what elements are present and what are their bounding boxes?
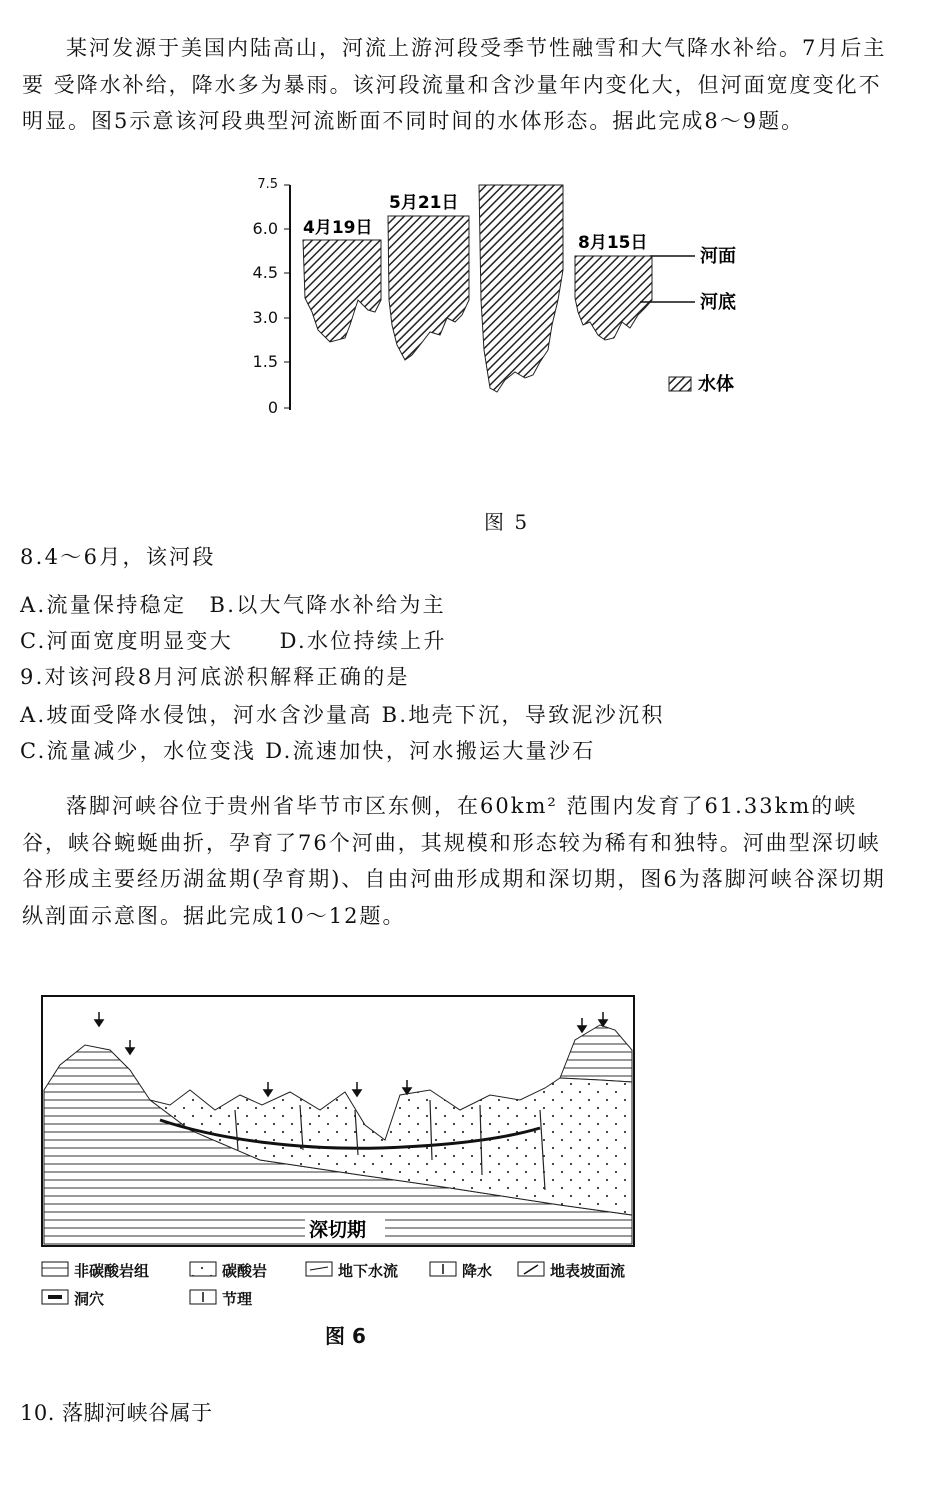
legend-groundwater: 地下水流 (338, 1262, 399, 1280)
legend-water-label: 水体 (698, 374, 734, 395)
water-body-aug15 (575, 256, 652, 340)
question-9-stem: 9.对该河段8月河底淤积解释正确的是 (20, 665, 410, 689)
question-8-stem: 8.4～6月，该河段 (20, 545, 216, 569)
y-tick: 3.0 (252, 308, 278, 327)
date-label-may21: 5月21日 (389, 193, 459, 213)
label-river-surface: 河面 (700, 246, 736, 267)
legend-precipitation: 降水 (462, 1262, 493, 1280)
question-9-options-ab: A.坡面受降水侵蚀，河水含沙量高 B.地壳下沉，导致泥沙沉积 (20, 703, 665, 727)
label-river-bed: 河底 (700, 292, 736, 313)
water-body-apr19 (303, 240, 381, 342)
question-10-stem: 10. 落脚河峡谷属于 (20, 1401, 213, 1425)
figure-6-canyon-profile (0, 990, 950, 1320)
figure-6-caption: 图 6 (325, 1324, 366, 1348)
y-tick: 1.5 (252, 352, 278, 371)
stage-label: 深切期 (309, 1219, 367, 1241)
passage-1: 某河发源于美国内陆高山，河流上游河段受季节性融雪和大气降水补给。7月后主要 受降水补给，降水多为暴雨。该河段流量和含沙量年内变化大，但河面宽度变化不明显。图5示意该河段典型河流断面不同时间的水体形态。据此完成8～9题。 (22, 36, 887, 133)
legend-non-carbonate: 非碳酸岩组 (74, 1262, 150, 1280)
legend-joint: 节理 (222, 1290, 253, 1308)
legend-cave: 洞穴 (74, 1290, 105, 1308)
passage-2: 落脚河峡谷位于贵州省毕节市区东侧，在60km² 范围内发育了61.33km的峡谷，峡谷蜿蜒曲折，孕育了76个河曲，其规模和形态较为稀有和独特。河曲型深切峡谷形成主要经历湖盆期(孕育期)、自由河曲形成期和深切期，图6为落脚河峡谷深切期纵剖面示意图。据此完成10～12题。 (22, 794, 886, 928)
legend-surface-runoff: 地表坡面流 (550, 1262, 626, 1280)
legend-water-swatch (669, 377, 691, 391)
water-body-peak (479, 185, 563, 392)
y-tick: 0 (267, 398, 278, 417)
y-tick: 4.5 (252, 263, 278, 282)
date-label-aug15: 8月15日 (578, 233, 648, 253)
question-8-options-ab: A.流量保持稳定 B.以大气降水补给为主 (20, 593, 446, 617)
question-8-options-cd: C.河面宽度明显变大 D.水位持续上升 (20, 629, 447, 653)
y-tick: 7.5 (257, 177, 278, 192)
y-tick: 6.0 (252, 219, 278, 238)
date-label-apr19: 4月19日 (303, 218, 373, 238)
figure-5-caption: 图 5 (484, 510, 530, 534)
legend-carbonate: 碳酸岩 (222, 1262, 268, 1280)
water-body-may21 (388, 216, 469, 360)
question-9-options-cd: C.流量减少，水位变浅 D.流速加快，河水搬运大量沙石 (20, 739, 596, 763)
